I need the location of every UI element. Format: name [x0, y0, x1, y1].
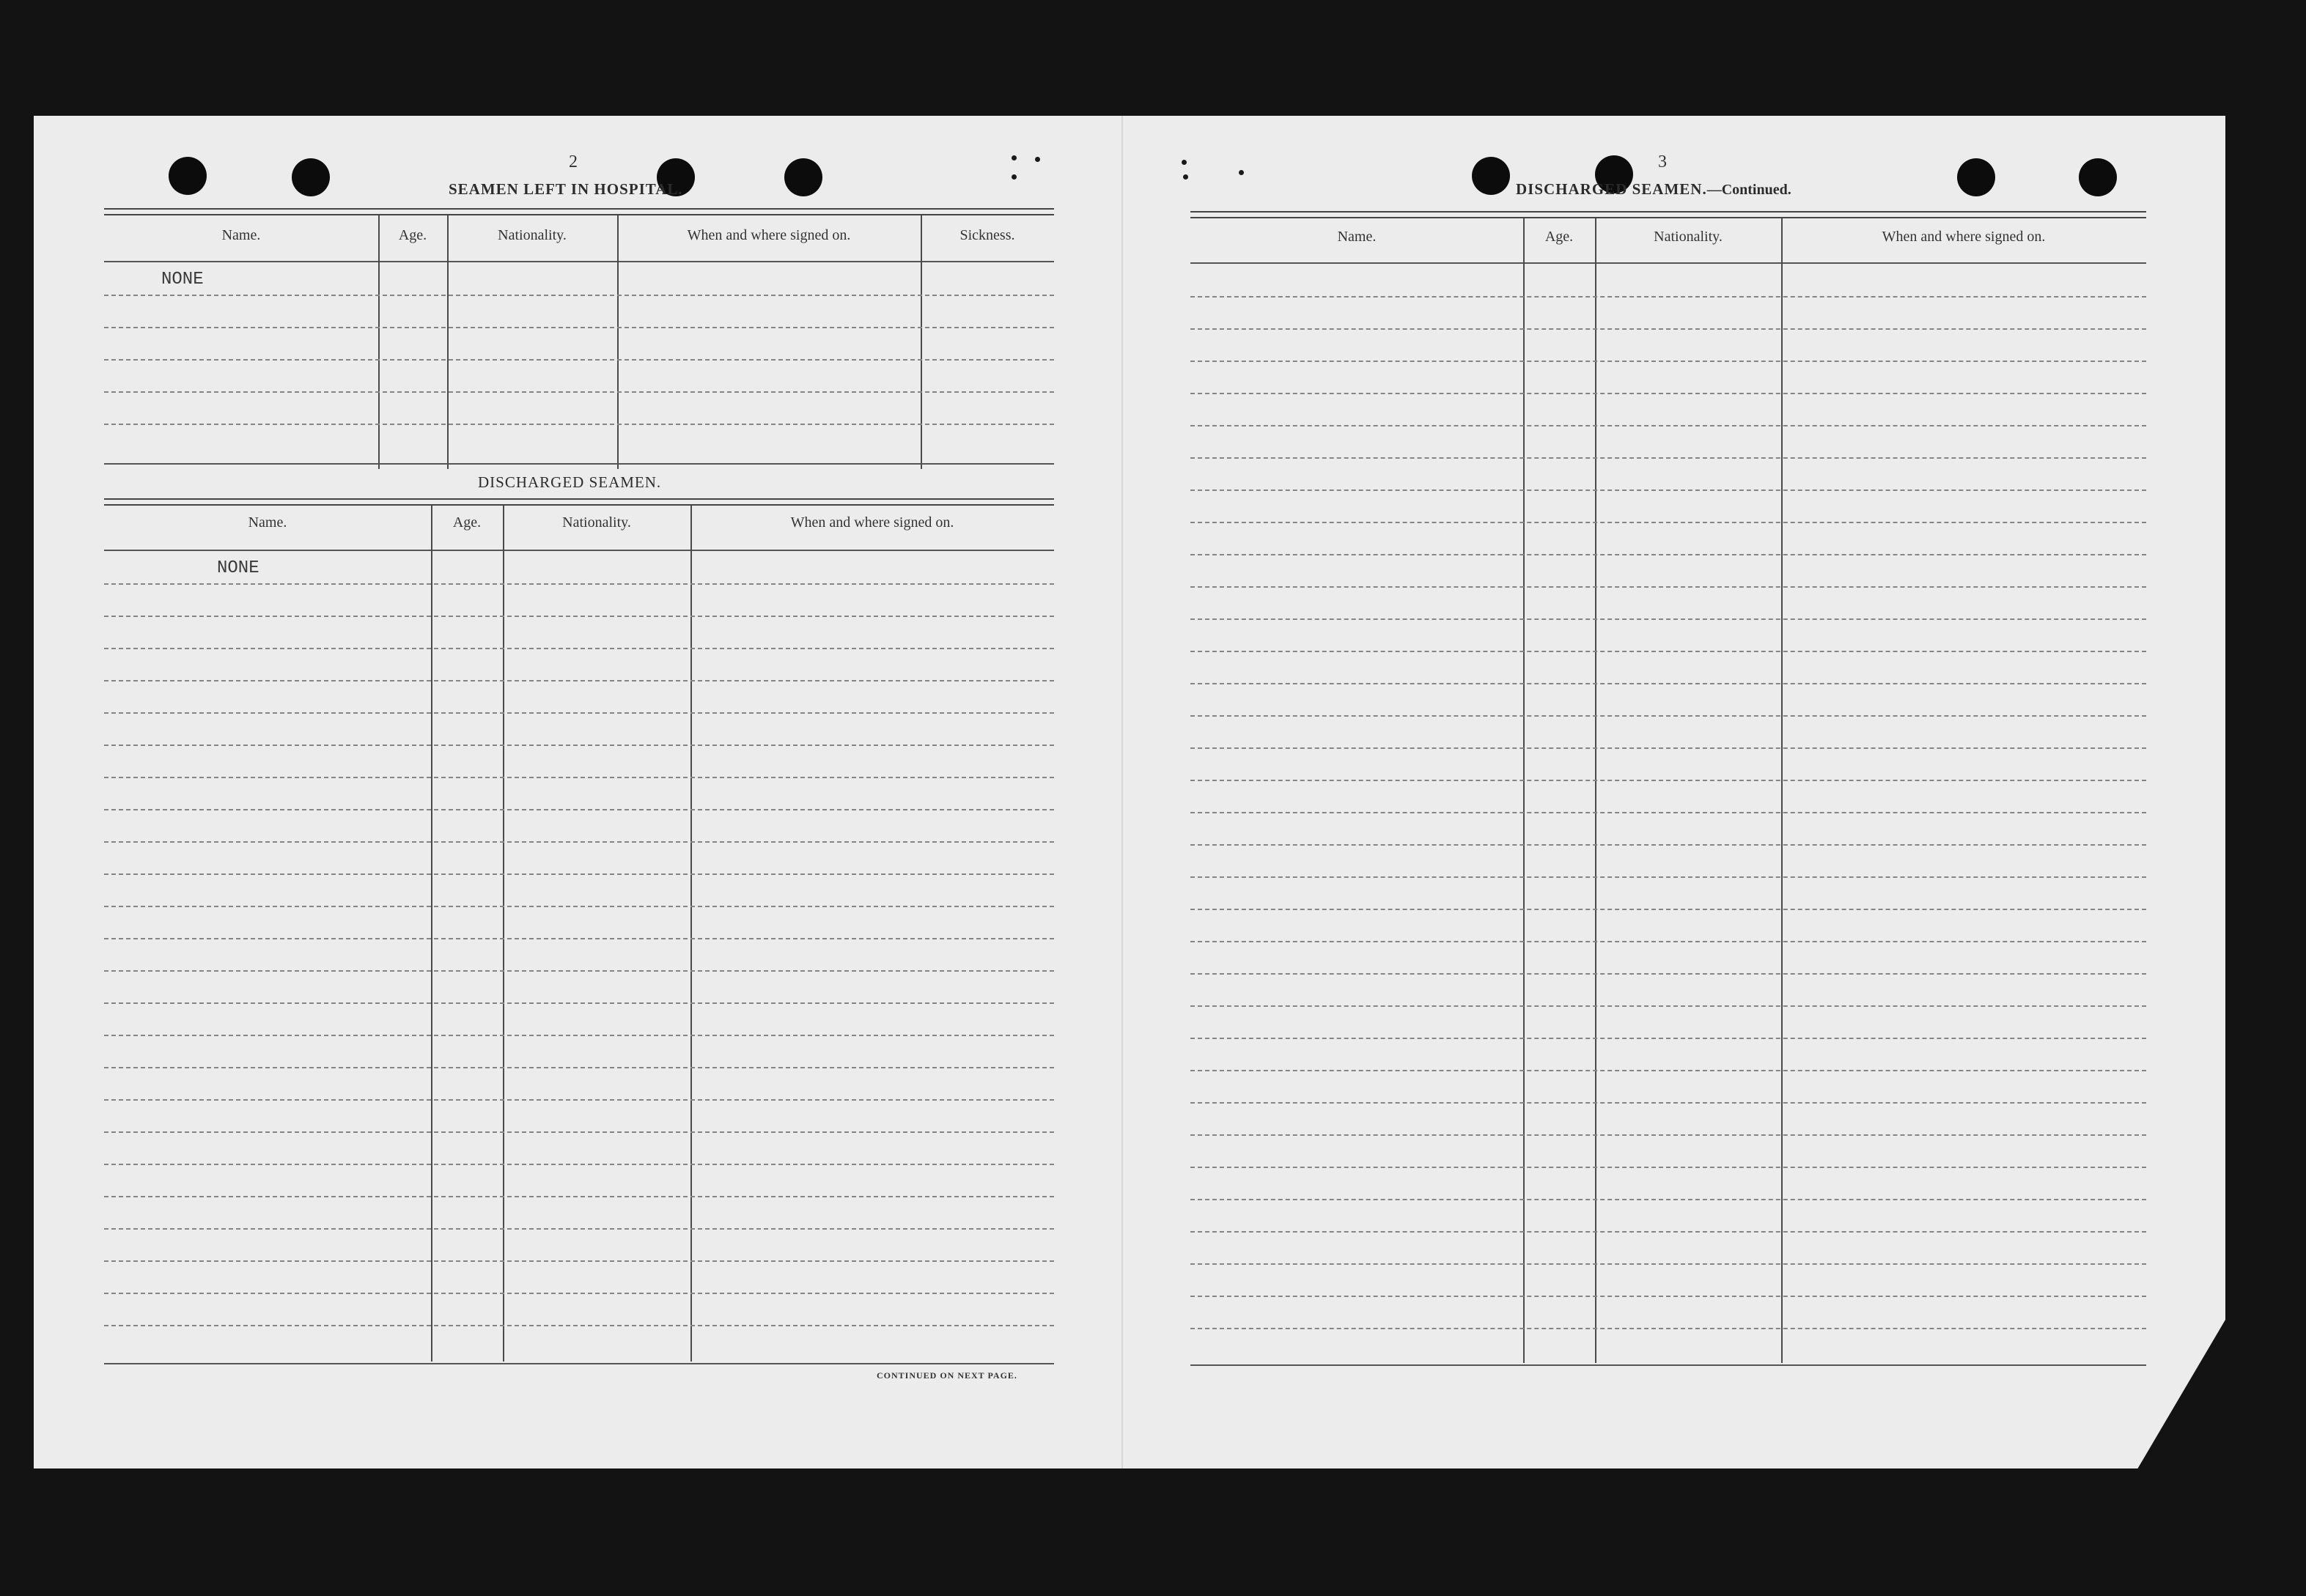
ruled-line — [1190, 780, 2146, 781]
punch-hole — [169, 157, 207, 195]
ruled-line — [1190, 683, 2146, 684]
ruled-line — [104, 1002, 1054, 1004]
ruled-line — [104, 712, 1054, 714]
ink-speck — [1183, 174, 1188, 180]
ruled-line — [1190, 522, 2146, 523]
ruled-line — [104, 1293, 1054, 1294]
ruled-line — [104, 327, 1054, 328]
section-title-hospital: SEAMEN LEFT IN HOSPITAL. — [449, 180, 683, 198]
ruled-line — [1190, 457, 2146, 459]
title-text: DISCHARGED SEAMEN. — [1516, 180, 1707, 198]
ruled-line — [104, 1131, 1054, 1133]
column-header-signed-on: When and where signed on. — [790, 514, 954, 531]
ruled-line — [104, 1325, 1054, 1326]
ruled-line — [104, 873, 1054, 875]
ruled-line — [104, 295, 1054, 296]
ruled-line — [104, 424, 1054, 425]
discharged-table-left — [104, 498, 1054, 1364]
ruled-line — [1190, 715, 2146, 717]
ruled-line — [1190, 1038, 2146, 1039]
ruled-line — [1190, 618, 2146, 620]
punch-hole — [1472, 157, 1510, 195]
ruled-line — [104, 906, 1054, 907]
ruled-line — [1190, 973, 2146, 975]
ruled-line — [1190, 747, 2146, 749]
ink-speck — [1012, 155, 1017, 160]
ruled-line — [104, 1035, 1054, 1036]
ruled-line — [1190, 1005, 2146, 1007]
page-number-right: 3 — [1658, 152, 1667, 171]
section-title-discharged: DISCHARGED SEAMEN. — [478, 473, 662, 491]
ruled-line — [104, 648, 1054, 649]
discharged-table-right — [1190, 211, 2146, 1366]
ruled-line — [1190, 328, 2146, 330]
ruled-line — [1190, 876, 2146, 878]
ruled-line — [1190, 1102, 2146, 1104]
ruled-line — [104, 680, 1054, 681]
hospital-entry-name: NONE — [161, 270, 204, 289]
column-header-signed-on: When and where signed on. — [687, 227, 851, 243]
ruled-line — [1190, 812, 2146, 813]
column-header-nationality: Nationality. — [562, 514, 631, 531]
column-header-nationality: Nationality. — [1654, 229, 1723, 245]
ruled-line — [1190, 651, 2146, 652]
punch-hole — [292, 158, 330, 196]
ruled-line — [1190, 1167, 2146, 1168]
page-fold — [1121, 116, 1123, 1468]
page-number-left: 2 — [569, 152, 578, 171]
column-header-age: Age. — [452, 514, 482, 531]
ruled-line — [1190, 489, 2146, 491]
ink-speck — [1239, 170, 1244, 175]
ruled-line — [104, 1067, 1054, 1068]
ruled-line — [1190, 296, 2146, 298]
ruled-line — [104, 583, 1054, 585]
punch-hole — [1957, 158, 1995, 196]
column-header-name: Name. — [221, 227, 261, 243]
ruled-line — [1190, 393, 2146, 394]
ruled-line — [1190, 1263, 2146, 1265]
ruled-line — [104, 809, 1054, 810]
ruled-line — [1190, 1328, 2146, 1329]
ruled-line — [104, 1099, 1054, 1101]
ruled-line — [104, 616, 1054, 617]
continued-note: CONTINUED ON NEXT PAGE. — [877, 1370, 1017, 1381]
ruled-line — [104, 1260, 1054, 1262]
ruled-line — [104, 970, 1054, 972]
ruled-line — [104, 1196, 1054, 1197]
ruled-line — [1190, 1134, 2146, 1136]
hospital-table — [104, 208, 1054, 466]
ruled-line — [1190, 1199, 2146, 1200]
section-title-discharged-continued — [1516, 180, 1791, 199]
discharged-entry-name: NONE — [217, 558, 259, 578]
punch-hole — [784, 158, 822, 196]
ruled-line — [1190, 586, 2146, 588]
ink-speck — [1182, 160, 1187, 165]
ruled-line — [104, 1228, 1054, 1230]
ruled-line — [1190, 1296, 2146, 1297]
ruled-line — [104, 391, 1054, 393]
ruled-line — [1190, 554, 2146, 555]
ruled-line — [104, 938, 1054, 939]
ruled-line — [1190, 1070, 2146, 1071]
column-header-age: Age. — [1544, 229, 1574, 245]
ruled-line — [104, 1164, 1054, 1165]
title-suffix: —Continued. — [1706, 182, 1791, 198]
column-header-sickness: Sickness. — [959, 227, 1015, 243]
column-header-name: Name. — [248, 514, 287, 531]
ruled-line — [104, 777, 1054, 778]
punch-hole — [2079, 158, 2117, 196]
ruled-line — [1190, 425, 2146, 426]
column-header-name: Name. — [1337, 229, 1377, 245]
ruled-line — [1190, 361, 2146, 362]
column-header-age: Age. — [398, 227, 427, 243]
ruled-line — [1190, 909, 2146, 910]
ink-speck — [1035, 157, 1040, 162]
ruled-line — [104, 745, 1054, 746]
column-header-signed-on: When and where signed on. — [1882, 229, 2046, 245]
ruled-line — [1190, 844, 2146, 846]
ruled-line — [1190, 1231, 2146, 1233]
ruled-line — [104, 841, 1054, 843]
ruled-line — [1190, 941, 2146, 942]
ruled-line — [104, 359, 1054, 361]
ink-speck — [1012, 174, 1017, 180]
column-header-nationality: Nationality. — [498, 227, 567, 243]
